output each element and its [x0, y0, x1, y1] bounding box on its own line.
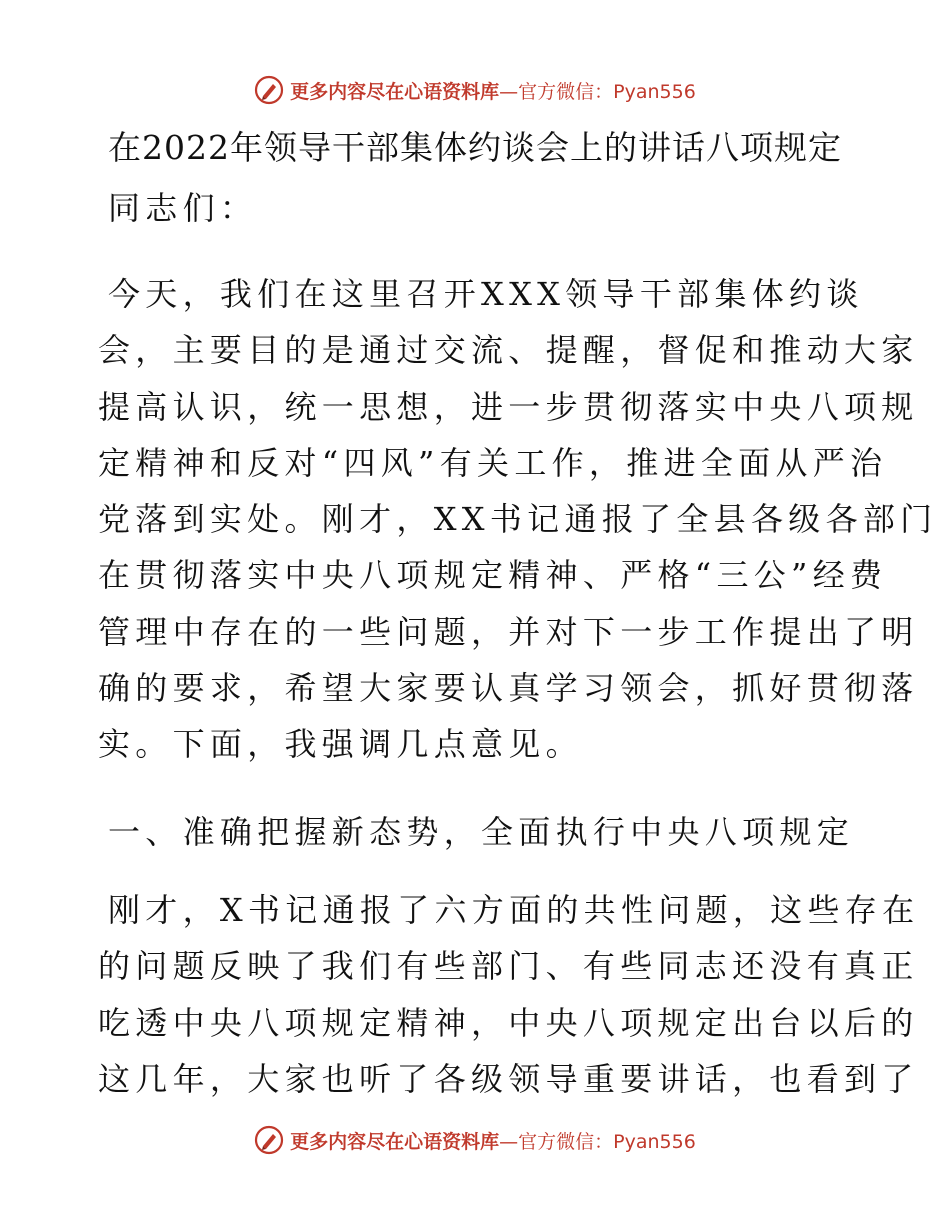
watermark-sub-text: —官方微信：Pyan556 — [499, 80, 696, 103]
greeting-line: 同志们： — [108, 189, 258, 227]
paragraph-line: 今天，我们在这里召开XXX领导干部集体约谈 — [108, 275, 864, 313]
paragraph-line: 刚才，X书记通报了六方面的共性问题，这些存在 — [108, 891, 920, 929]
watermark-main-text: 更多内容尽在心语资料库 — [290, 1130, 500, 1153]
paragraph-line: 这几年，大家也听了各级领导重要讲话，也看到了 — [98, 1059, 919, 1098]
section-heading-1 — [98, 804, 858, 860]
paragraph-line: 吃透中央八项规定精神，中央八项规定出台以后的 — [98, 1003, 919, 1042]
paragraph-1 — [98, 266, 938, 773]
pen-logo-icon — [254, 1125, 284, 1155]
watermark-sub-text: —官方微信：Pyan556 — [499, 1130, 696, 1153]
paragraph-2 — [98, 882, 920, 1107]
paragraph-line: 实。下面，我强调几点意见。 — [98, 725, 583, 764]
document-title: 在2022年领导干部集体约谈会上的讲话八项规定 — [108, 128, 842, 167]
watermark-header — [0, 70, 950, 110]
heading-line: 一、准确把握新态势，全面执行中央八项规定 — [108, 813, 855, 851]
paragraph-line: 定精神和反对“四风”有关工作，推进全面从严治 — [98, 443, 888, 482]
watermark-footer — [0, 1120, 950, 1160]
pen-logo-icon — [254, 75, 284, 105]
watermark-main-text: 更多内容尽在心语资料库 — [290, 80, 500, 103]
paragraph-line: 党落到实处。刚才，XX书记通报了全县各级各部门 — [98, 500, 938, 539]
paragraph-line: 提高认识，统一思想，进一步贯彻落实中央八项规 — [98, 387, 919, 426]
paragraph-line: 会，主要目的是通过交流、提醒，督促和推动大家 — [98, 331, 919, 370]
paragraph-line: 确的要求，希望大家要认真学习领会，抓好贯彻落 — [98, 669, 919, 708]
paragraph-line: 的问题反映了我们有些部门、有些同志还没有真正 — [98, 947, 919, 986]
paragraph-line: 在贯彻落实中央八项规定精神、严格“三公”经费 — [98, 556, 888, 595]
paragraph-line: 管理中存在的一些问题，并对下一步工作提出了明 — [98, 612, 919, 651]
greeting — [98, 180, 858, 236]
